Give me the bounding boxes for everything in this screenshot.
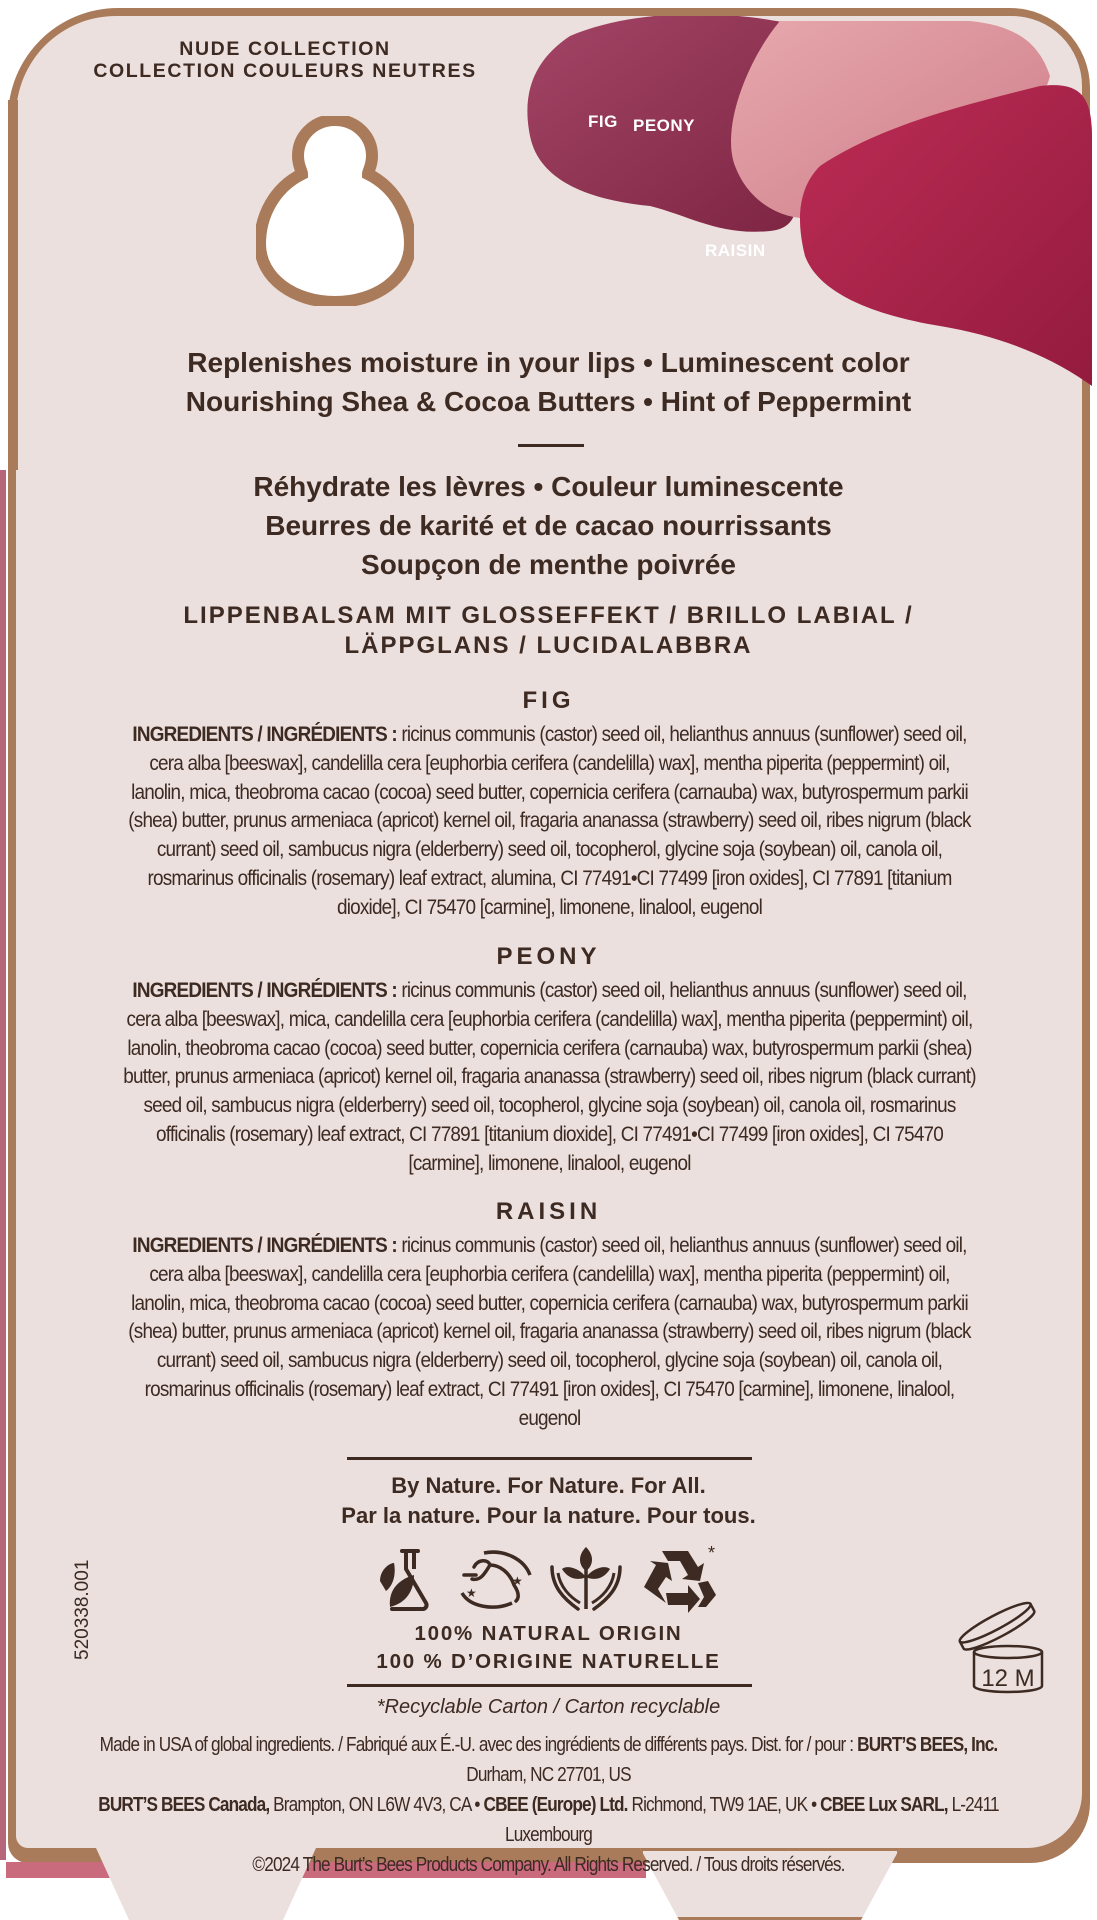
benefit-line: Replenishes moisture in your lips • Luminescent color — [187, 347, 910, 378]
benefit-line: Soupçon de menthe poivrée — [361, 549, 736, 580]
product-type-translations — [0, 601, 1097, 661]
swatch-label-fig: FIG — [588, 112, 618, 131]
certification-icons — [372, 1541, 722, 1616]
legal-text-part: L-2411 Luxembourg — [504, 1794, 999, 1846]
period-after-opening-icon — [950, 1590, 1070, 1700]
ingredients-fig — [121, 720, 979, 922]
svg-text:★: ★ — [466, 1585, 477, 1600]
brand-name: CBEE Lux SARL, — [820, 1794, 948, 1816]
tagline-fr: Par la nature. Pour la nature. Pour tous. — [341, 1503, 756, 1528]
shade-title-raisin: RAISIN — [495, 1198, 602, 1225]
hands-plant-icon — [548, 1543, 624, 1615]
benefit-line: Réhydrate les lèvres • Couleur luminescente — [253, 471, 844, 502]
benefits-english — [0, 343, 1097, 421]
ingredients-list: ricinus communis (castor) seed oil, helianthus annuus (sunflower) seed oil, cera alba [beeswax], mica, candelilla cera [euphorbia cerifera (candelilla) wax], mentha piperita (peppermint) oil, lanolin, theobroma cacao (cocoa) seed butter, copernicia cerifera (carnauba) wax, butyrospermum parkii (shea) butter, prunus armeniaca (apricot) kernel oil, fragaria ananassa (strawberry) seed oil, ribes nigrum (black currant) seed oil, sambucus nigra (elderberry) seed oil, tocopherol, glycine soja (soybean) oil, canola oil, rosmarinus officinalis (rosemary) leaf extract, CI 77891 [titanium dioxide], CI 77491•CI 77499 [iron oxides], CI 75470 [carmine], limonene, linalool, eugenol — [123, 978, 976, 1175]
collection-title — [60, 38, 510, 82]
leaping-bunny-icon — [454, 1545, 534, 1613]
lip-swatch-smears — [520, 16, 1097, 386]
legal-line-3: ©2024 The Burt’s Bees Products Company. All Rights Reserved. / Tous droits réservés. — [252, 1854, 845, 1876]
tagline-en: By Nature. For Nature. For All. — [391, 1473, 706, 1498]
shade-swatches — [520, 16, 1097, 386]
lot-code: 520338.001 — [72, 1559, 93, 1660]
pao-label: 12 M — [981, 1665, 1035, 1692]
divider — [347, 1457, 752, 1460]
ingredients-raisin — [121, 1231, 979, 1433]
recycle-icon — [638, 1543, 722, 1615]
legal-text-part: Brampton, ON L6W 4V3, CA • — [269, 1794, 484, 1816]
ingredients-label: INGREDIENTS / INGRÉDIENTS : — [132, 978, 397, 1002]
divider — [518, 444, 584, 447]
natural-origin-flask-icon — [372, 1545, 440, 1613]
tagline — [0, 1471, 1097, 1531]
benefits-french — [0, 467, 1097, 584]
legal-text-part: Made in USA of global ingredients. / Fabriqué aux É.-U. avec des ingrédients de différents pays. Dist. for / pour : — [99, 1734, 858, 1756]
ingredients-list: ricinus communis (castor) seed oil, helianthus annuus (sunflower) seed oil, cera alba [beeswax], candelilla cera [euphorbia cerifera (candelilla) wax], mentha piperita (peppermint) oil, lanolin, mica, theobroma cacao (cocoa) seed butter, copernicia cerifera (carnauba) wax, butyrospermum parkii (shea) butter, prunus armeniaca (apricot) kernel oil, fragaria ananassa (strawberry) seed oil, ribes nigrum (black currant) seed oil, sambucus nigra (elderberry) seed oil, tocopherol, glycine soja (soybean) oil, canola oil, rosmarinus officinalis (rosemary) leaf extract, CI 77491 [iron oxides], CI 75470 [carmine], limonene, linalool, eugenol — [128, 1233, 971, 1430]
ingredients-label: INGREDIENTS / INGRÉDIENTS : — [132, 1233, 397, 1257]
recyclable-note: *Recyclable Carton / Carton recyclable — [376, 1696, 721, 1718]
natural-origin-claim — [0, 1620, 1097, 1676]
divider — [347, 1684, 752, 1687]
benefit-line: Beurres de karité et de cacao nourrissants — [265, 510, 832, 541]
benefit-line: Nourishing Shea & Cocoa Butters • Hint of Peppermint — [185, 386, 912, 417]
legal-text — [77, 1730, 1020, 1880]
ingredients-label: INGREDIENTS / INGRÉDIENTS : — [132, 722, 397, 746]
natural-origin-fr: 100 % D’ORIGINE NATURELLE — [376, 1650, 721, 1673]
product-type-line: LIPPENBALSAM MIT GLOSSEFFEKT / BRILLO LABIAL / — [183, 602, 914, 629]
legal-line-1 — [77, 1730, 1020, 1790]
brand-name: BURT’S BEES Canada, — [98, 1794, 270, 1816]
shade-title-peony: PEONY — [496, 943, 601, 970]
hang-hole-icon — [256, 116, 414, 306]
natural-origin-en: 100% NATURAL ORIGIN — [414, 1622, 683, 1645]
collection-title-fr: COLLECTION COULEURS NEUTRES — [93, 60, 477, 82]
brand-name: CBEE (Europe) Ltd. — [483, 1794, 628, 1816]
brand-name: BURT’S BEES, Inc. — [857, 1734, 998, 1756]
swatch-label-peony: PEONY — [633, 116, 696, 135]
ingredients-peony — [121, 976, 979, 1178]
ingredients-list: ricinus communis (castor) seed oil, helianthus annuus (sunflower) seed oil, cera alba [beeswax], candelilla cera [euphorbia cerifera (candelilla) wax], mentha piperita (peppermint) oil, lanolin, mica, theobroma cacao (cocoa) seed butter, copernicia cerifera (carnauba) wax, butyrospermum parkii (shea) butter, prunus armeniaca (apricot) kernel oil, fragaria ananassa (strawberry) seed oil, ribes nigrum (black currant) seed oil, sambucus nigra (elderberry) seed oil, tocopherol, glycine soja (soybean) oil, canola oil, rosmarinus officinalis (rosemary) leaf extract, alumina, CI 77491•CI 77499 [iron oxides], CI 77891 [titanium dioxide], CI 75470 [carmine], limonene, linalool, eugenol — [128, 722, 971, 919]
collection-title-en: NUDE COLLECTION — [179, 38, 391, 60]
legal-text-part: Durham, NC 27701, US — [466, 1764, 631, 1786]
product-type-line: LÄPPGLANS / LUCIDALABBRA — [344, 632, 753, 659]
shade-title-fig: FIG — [522, 687, 575, 714]
legal-line-2 — [77, 1790, 1020, 1850]
svg-text:*: * — [708, 1542, 716, 1563]
swatch-label-raisin: RAISIN — [705, 241, 766, 260]
svg-text:★: ★ — [512, 1573, 523, 1588]
legal-text-part: Richmond, TW9 1AE, UK • — [627, 1794, 821, 1816]
